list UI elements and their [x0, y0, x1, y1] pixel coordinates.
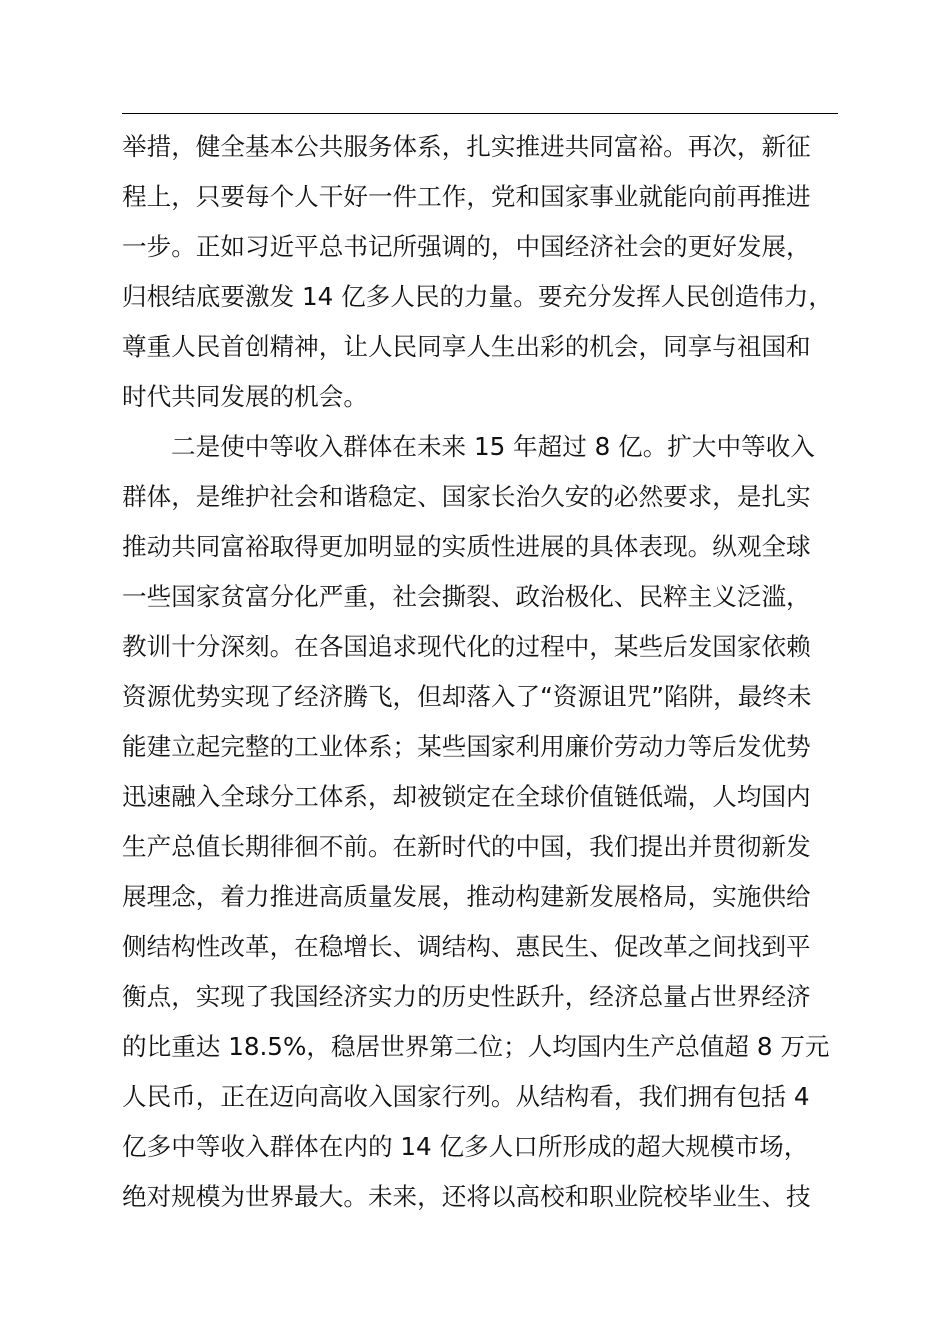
text-line: 人民币，正在迈向高收入国家行列。从结构看，我们拥有包括 4 [122, 1082, 810, 1111]
text-line: 群体，是维护社会和谐稳定、国家长治久安的必然要求，是扎实 [122, 482, 811, 511]
text-line: 二是使中等收入群体在未来 15 年超过 8 亿。扩大中等收入 [171, 432, 815, 461]
text-line: 侧结构性改革，在稳增长、调结构、惠民生、促改革之间找到平 [122, 932, 811, 961]
text-line: 能建立起完整的工业体系；某些国家利用廉价劳动力等后发优势 [122, 732, 811, 761]
text-line: 一些国家贫富分化严重，社会撕裂、政治极化、民粹主义泛滥， [122, 582, 811, 611]
text-line: 生产总值长期徘徊不前。在新时代的中国，我们提出并贯彻新发 [122, 832, 811, 861]
header-rule [122, 113, 838, 114]
text-line: 展理念，着力推进高质量发展，推动构建新发展格局，实施供给 [122, 882, 811, 911]
text-line: 的比重达 18.5%，稳居世界第二位；人均国内生产总值超 8 万元 [122, 1032, 830, 1061]
text-line: 亿多中等收入群体在内的 14 亿多人口所形成的超大规模市场， [122, 1132, 809, 1161]
text-line: 教训十分深刻。在各国追求现代化的过程中，某些后发国家依赖 [122, 632, 811, 661]
text-line: 归根结底要激发 14 亿多人民的力量。要充分发挥人民创造伟力， [122, 282, 833, 311]
text-line: 举措，健全基本公共服务体系，扎实推进共同富裕。再次，新征 [122, 132, 811, 161]
text-line: 尊重人民首创精神，让人民同享人生出彩的机会，同享与祖国和 [122, 332, 811, 361]
text-line: 一步。正如习近平总书记所强调的，中国经济社会的更好发展， [122, 232, 811, 261]
text-line: 资源优势实现了经济腾飞，但却落入了“资源诅咒”陷阱，最终未 [122, 682, 812, 711]
text-line: 绝对规模为世界最大。未来，还将以高校和职业院校毕业生、技 [122, 1182, 811, 1211]
text-line: 时代共同发展的机会。 [122, 382, 368, 411]
text-line: 迅速融入全球分工体系，却被锁定在全球价值链低端，人均国内 [122, 782, 811, 811]
text-line: 程上，只要每个人干好一件工作，党和国家事业就能向前再推进 [122, 182, 811, 211]
text-line: 衡点，实现了我国经济实力的历史性跃升，经济总量占世界经济 [122, 982, 811, 1011]
text-line: 推动共同富裕取得更加明显的实质性进展的具体表现。纵观全球 [122, 532, 811, 561]
